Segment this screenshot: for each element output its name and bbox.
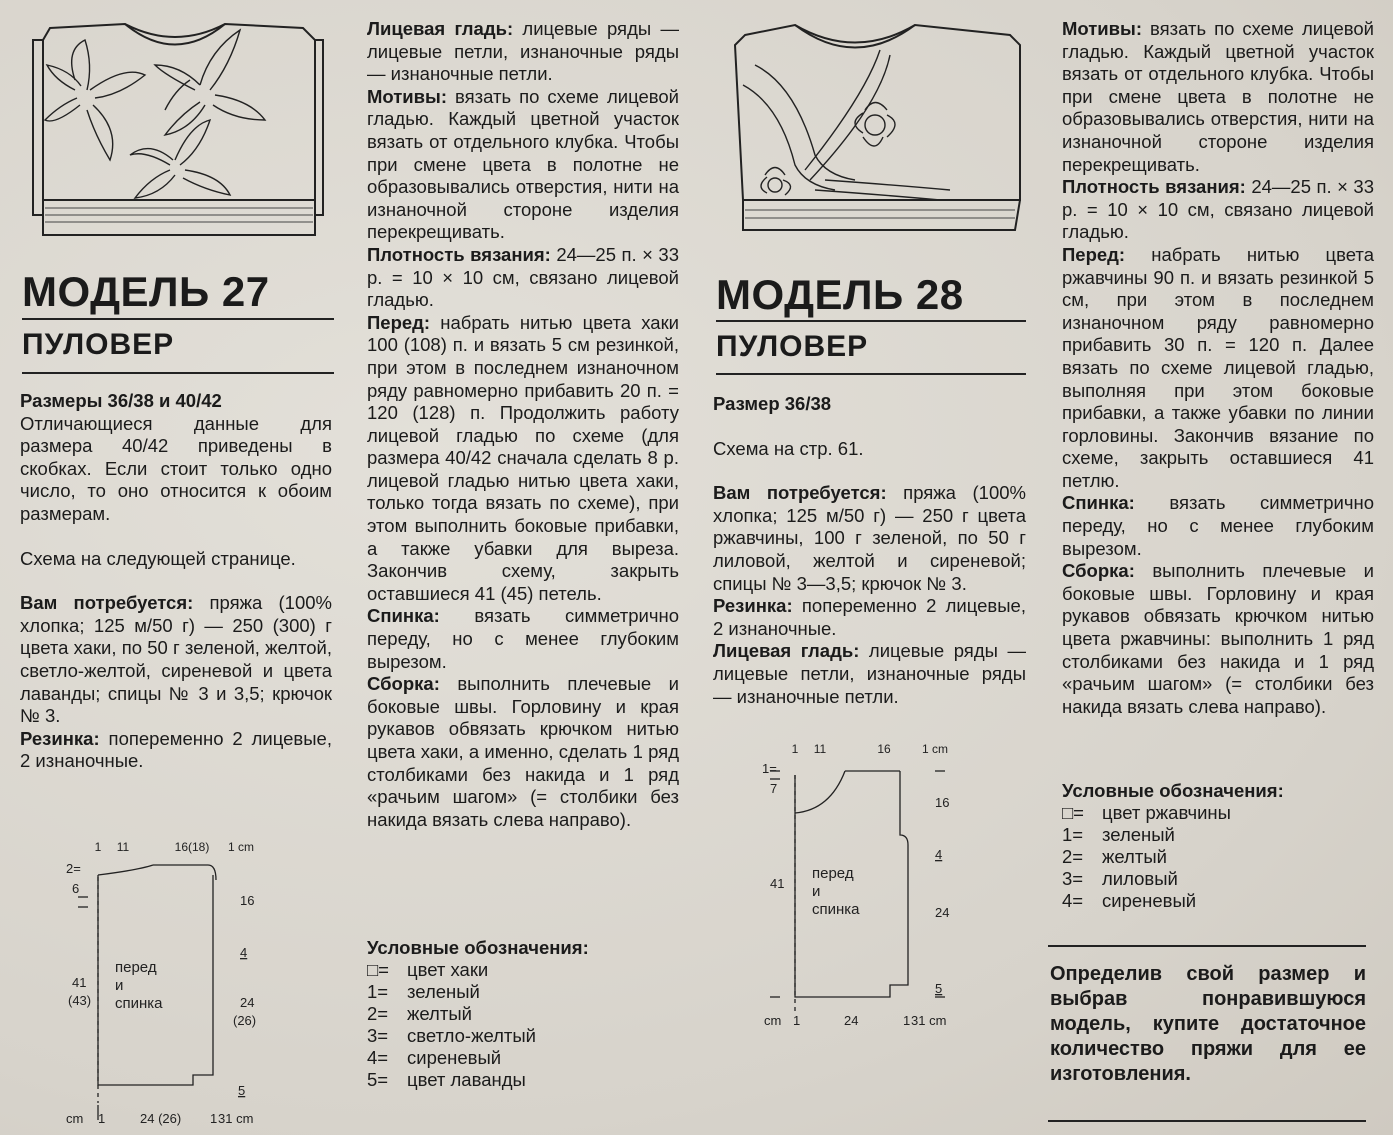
model-28-main-column (1062, 18, 1374, 718)
model-27-rib-label: Резинка: (20, 727, 100, 749)
schem28-bottom-4: 1 (903, 1013, 911, 1028)
m28-rib-label: Резинка: (713, 595, 793, 617)
legend-item (367, 959, 667, 981)
legend-symbol: 4= (367, 1047, 389, 1068)
schem27-right-2: 4 (240, 945, 248, 960)
legend-text: зеленый (1102, 824, 1175, 845)
schem27-right-1: 16 (240, 893, 255, 908)
m28-front-text: набрать нитью цвета ржавчины 90 п. и вязать резинкой 5 см, при этом в последнем изнаночном ряду равномерно прибавить 30 п. = 120 п. Далее вязать по схеме лицевой гладью, выполняя при этом боковые прибавки, а также убавки по линии горловины. Закончив вязание по схеме, закрыть оставшиеся 41 петлю. (1062, 243, 1374, 491)
m28-rib-text: попеременно 2 лицевые, 2 изнаночные. (713, 595, 1026, 639)
schem28-left-2: 7 (770, 781, 778, 796)
legend-text: зеленый (407, 981, 480, 1002)
m28-motifs-label: Мотивы: (1062, 18, 1143, 39)
schem27-top-2: 11 (116, 840, 130, 854)
legend-symbol: 1= (367, 981, 389, 1002)
sweater-27-illustration (15, 10, 345, 240)
schem28-bottom-2: 1 (793, 1013, 801, 1028)
model-27-intro: Отличающиеся данные для размера 40/42 приведены в скобках. Если стоит только одно число, то оно относится к обоим размерам. (20, 412, 332, 524)
legend-symbol: 3= (367, 1025, 389, 1046)
schem27-bottom-1: cm (66, 1111, 84, 1126)
schem28-top-4: 1 cm (921, 742, 949, 756)
legend-text: желтый (1102, 846, 1167, 867)
legend-text: цвет ржавчины (1102, 802, 1231, 823)
m28-motifs-text: вязать по схеме лицевой гладью. Каждый цветной участок вязать от отдельного клубка. Чтобы при смене цвета в полотне не образовывались отверстия, нити на изнаночной стороне изделия перекрещивать. (1062, 18, 1374, 175)
m27-density-text: 24—25 п. × 33 р. = 10 × 10 см, связано лицевой гладью. (367, 243, 679, 311)
m28-stockinette-label: Лицевая гладь: (713, 640, 860, 662)
m27-motifs-label: Мотивы: (367, 85, 448, 107)
legend-item (1062, 824, 1362, 846)
model-28-subtitle: ПУЛОВЕР (716, 330, 869, 363)
schem28-top-2: 11 (813, 742, 827, 756)
schem27-top-1: 1 (94, 840, 102, 854)
model-27-main-column (367, 18, 679, 831)
schem28-center-3: спинка (812, 901, 860, 918)
schem28-right-4: 5 (935, 981, 943, 996)
m27-back-label: Спинка: (367, 605, 440, 627)
model-27-rib-text: попеременно 2 лицевые, 2 изнаночные. (20, 727, 332, 772)
legend-symbol: 4= (1062, 890, 1084, 911)
m28-assembly-label: Сборка: (1062, 560, 1135, 582)
schem27-top-4: 1 cm (227, 840, 255, 854)
m28-needs-label: Вам потребуется: (713, 482, 887, 504)
model-27-schematic (58, 835, 268, 1130)
legend-symbol: 5= (367, 1069, 389, 1090)
legend-text: сиреневый (407, 1047, 502, 1068)
schem28-right-1: 16 (935, 795, 950, 810)
model-27-needs-text: пряжа (100% хлопка; 125 м/50 г) — 250 (300) г цвета хаки, по 50 г зеленой, желтой, светло-желтой, сиреневой и цвета лаванды; спицы № 3 и 3,5; крючок № 3. (20, 592, 332, 727)
schem28-bottom-3: 24 (844, 1013, 859, 1028)
legend-symbol: 2= (1062, 846, 1084, 867)
m27-stockinette-label: Лицевая гладь: (367, 18, 514, 39)
m27-assembly-text: выполнить плечевые и боковые швы. Горловину и края рукавов обвязать крючком нитью цвета хаки, а именно, сделать 1 ряд столбиками без накида и 1 ряд «рачьим шагом» (= столбики без накида вязать слева направо). (367, 673, 679, 830)
m27-back-text: вязать симметрично переду, но с менее глубоким вырезом. (367, 605, 679, 672)
model-28-legend (1062, 780, 1362, 912)
schem28-center-2: и (812, 883, 821, 900)
legend-item (367, 1025, 667, 1047)
model-27-title-rule (22, 318, 334, 320)
schem27-center-1: перед (115, 959, 157, 976)
m27-motifs-text: вязать по схеме лицевой гладью. Каждый цветной участок вязать от отдельного клубка. Чтобы при смене цвета в полотне не образовывались отверстия, нити на изнаночной стороне изделия перекрещивать. (367, 85, 679, 243)
schem27-right-4: (26) (233, 1013, 257, 1028)
m28-back-label: Спинка: (1062, 492, 1135, 514)
legend-symbol: □= (1062, 802, 1084, 823)
schem27-bottom-4: 1 (210, 1111, 218, 1126)
schem27-left-2: 6 (72, 881, 80, 896)
schem27-center-3: спинка (115, 995, 163, 1012)
legend-symbol: 3= (1062, 868, 1084, 889)
model-27-sizes-label: Размеры 36/38 и 40/42 (20, 390, 222, 411)
legend-text: сиреневый (1102, 890, 1197, 911)
schem28-right-3: 24 (935, 905, 950, 920)
legend-text: желтый (407, 1003, 472, 1024)
schem27-left-1: 2= (66, 861, 81, 876)
legend-item (367, 1047, 667, 1069)
model-28-intro-column (713, 393, 1026, 708)
model-28-subtitle-rule (716, 373, 1026, 375)
schem28-center-1: перед (812, 865, 854, 882)
legend-text: светло-желтый (407, 1025, 537, 1046)
model-27-needs-label: Вам потребуется: (20, 592, 194, 614)
notice-bottom-rule (1048, 1120, 1366, 1122)
legend-item (1062, 890, 1362, 912)
model-28-sizes-label: Размер 36/38 (713, 393, 832, 414)
model-28-title: МОДЕЛЬ 28 (716, 271, 964, 318)
m27-legend-title: Условные обозначения: (367, 937, 589, 958)
m27-front-label: Перед: (367, 311, 431, 333)
m28-stockinette-text: лицевые ряды — лицевые петли, изнаночные ряды — изнаночные петли. (713, 640, 1026, 707)
schem28-top-3: 16 (877, 742, 891, 756)
legend-text: лиловый (1102, 868, 1178, 889)
legend-symbol: 1= (1062, 824, 1084, 845)
schem27-left-3: 41 (72, 975, 87, 990)
legend-item (367, 1069, 667, 1091)
m27-density-label: Плотность вязания: (367, 243, 551, 265)
schem28-left-1: 1= (762, 761, 777, 776)
m28-density-text: 24—25 п. × 33 р. = 10 × 10 см, связано лицевой гладью. (1062, 176, 1374, 243)
schem27-top-3: 16(18) (174, 840, 210, 854)
m27-stockinette-text: лицевые ряды — лицевые петли, изнаночные ряды — изнаночные петли. (367, 18, 679, 85)
legend-item (1062, 846, 1362, 868)
m28-needs-text: пряжа (100% хлопка; 125 м/50 г) — 250 г цвета ржавчины, 100 г зеленой, по 50 г лиловой, желтой и сиреневой; спицы № 3—3,5; крючок № 3. (713, 482, 1026, 594)
legend-item (367, 981, 667, 1003)
model-27-legend (367, 937, 667, 1091)
schem27-bottom-5: 31 cm (218, 1111, 254, 1126)
model-27-subtitle-rule (22, 372, 334, 374)
schem28-right-2: 4 (935, 847, 943, 862)
m28-legend-title: Условные обозначения: (1062, 780, 1284, 801)
model-28-title-rule (716, 320, 1026, 322)
schem27-right-3: 24 (240, 995, 255, 1010)
m27-front-text: набрать нитью цвета хаки 100 (108) п. и вязать 5 см резинкой, при этом в последнем изнаночном ряду равномерно прибавить 20 п. = 120 (128) п. Продолжить работу лицевой гладью по схеме (для размера 40/42 сначала сделать 8 р. лицевой гладью нитью цвета хаки, только тогда вязать по схеме), при этом выполнить боковые прибавки, а также убавки для выреза. Закончив схему, закрыть оставшиеся 41 (45) петель. (367, 311, 679, 604)
legend-text: цвет лаванды (407, 1069, 526, 1090)
m28-back-text: вязать симметрично переду, но с менее глубоким вырезом. (1062, 492, 1374, 559)
model-27-title: МОДЕЛЬ 27 (22, 268, 270, 315)
model-28-scheme-note: Схема на стр. 61. (713, 437, 864, 459)
sweater-28-illustration (715, 15, 1045, 235)
schem27-center-2: и (115, 977, 124, 994)
legend-item (1062, 868, 1362, 890)
notice-top-rule (1048, 945, 1366, 947)
model-27-intro-column (20, 390, 332, 773)
schem27-right-5: 5 (238, 1083, 246, 1098)
legend-symbol: 2= (367, 1003, 389, 1024)
legend-symbol: □= (367, 959, 389, 980)
schem28-left-3: 41 (770, 876, 785, 891)
model-28-schematic (760, 735, 960, 1035)
schem28-bottom-1: cm (764, 1013, 782, 1028)
schem28-bottom-5: 31 cm (911, 1013, 947, 1028)
m28-assembly-text: выполнить плечевые и боковые швы. Горловину и края рукавов обвязать крючком нитью цвета ржавчины: выполнить 1 ряд столбиками без накида и 1 ряд «рачьим шагом» (= столбики без накида вязать слева направо). (1062, 560, 1374, 717)
schem28-top-1: 1 (791, 742, 799, 756)
legend-item (367, 1003, 667, 1025)
model-27-scheme-note: Схема на следующей странице. (20, 547, 296, 569)
schem27-bottom-3: 24 (26) (140, 1111, 182, 1126)
schem27-left-4: (43) (68, 993, 92, 1008)
schem27-bottom-2: 1 (98, 1111, 106, 1126)
m28-density-label: Плотность вязания: (1062, 176, 1246, 198)
legend-text: цвет хаки (407, 959, 489, 980)
m28-front-label: Перед: (1062, 243, 1126, 265)
legend-item (1062, 802, 1362, 824)
model-27-subtitle: ПУЛОВЕР (22, 328, 175, 361)
m27-assembly-label: Сборка: (367, 673, 440, 695)
notice-text: Определив свой размер и выбрав понравившуюся модель, купите достаточное количество пряжи для ее изготовления. (1050, 963, 1366, 1085)
